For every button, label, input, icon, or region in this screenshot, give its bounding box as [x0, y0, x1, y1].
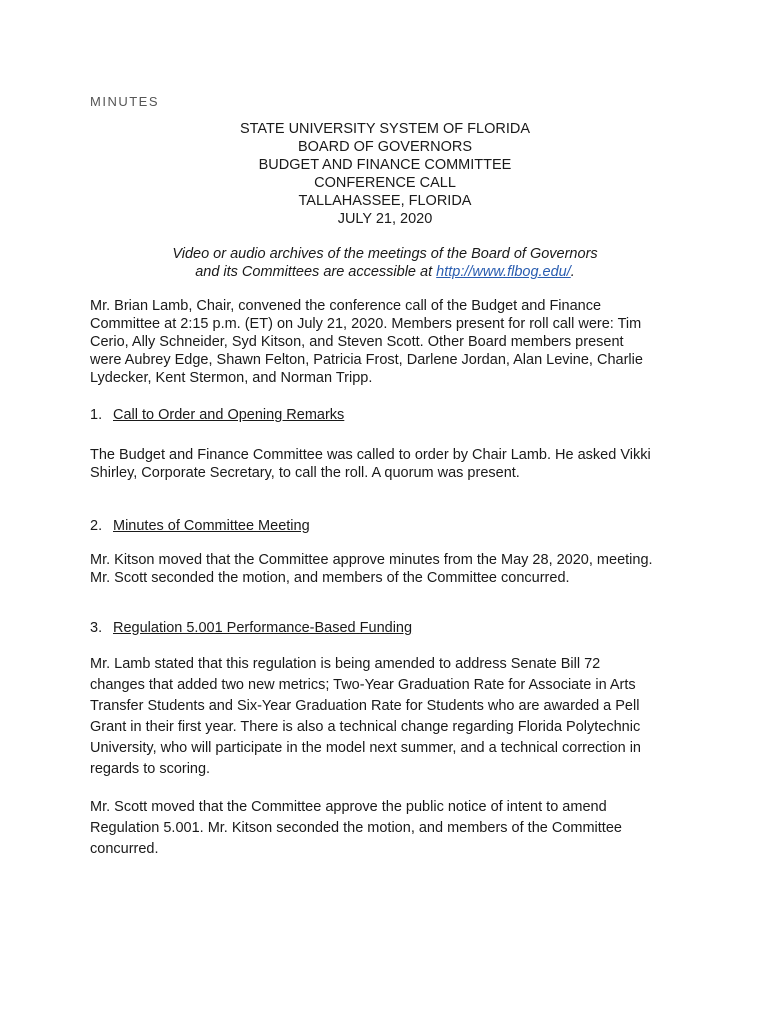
title-line-board: BOARD OF GOVERNORS — [297, 139, 473, 155]
section-number: 2. — [90, 518, 103, 534]
paragraph-line: concurred. — [90, 841, 159, 857]
section-heading-3 — [90, 619, 412, 637]
paragraph-line: The Budget and Finance Committee was called to order by Chair Lamb. He asked Vikki — [90, 447, 651, 463]
title-line-committee: BUDGET AND FINANCE COMMITTEE — [258, 157, 512, 173]
paragraph-line: Shirley, Corporate Secretary, to call the roll. A quorum was present. — [90, 465, 520, 481]
section-3-paragraph-2 — [90, 797, 690, 860]
paragraph-line: Regulation 5.001. Mr. Kitson seconded the motion, and members of the Committee — [90, 820, 622, 836]
section-number: 1. — [90, 407, 103, 423]
title-line-date: JULY 21, 2020 — [337, 211, 433, 227]
section-title: Regulation 5.001 Performance-Based Funding — [113, 620, 413, 636]
archive-note — [0, 245, 770, 281]
title-line-location: TALLAHASSEE, FLORIDA — [298, 193, 472, 209]
archive-note-suffix: . — [570, 264, 575, 280]
section-heading-2 — [90, 517, 310, 535]
paragraph-line: Grant in their first year. There is also a technical change regarding Florida Polytechnic — [90, 719, 641, 735]
paragraph-line: Mr. Lamb stated that this regulation is being amended to address Senate Bill 72 — [90, 656, 601, 672]
section-3-paragraph-1 — [90, 654, 690, 780]
paragraph-line: regards to scoring. — [90, 761, 211, 777]
paragraph-line: Mr. Scott moved that the Committee approve the public notice of intent to amend — [90, 799, 607, 815]
title-line-meeting-type: CONFERENCE CALL — [314, 175, 456, 191]
section-2-paragraph — [90, 551, 690, 587]
archive-link[interactable]: http://www.flbog.edu/ — [436, 264, 571, 280]
intro-line: Cerio, Ally Schneider, Syd Kitson, and Steven Scott. Other Board members present — [90, 334, 624, 350]
intro-line: Committee at 2:15 p.m. (ET) on July 21, 2020. Members present for roll call were: Tim — [90, 316, 642, 332]
intro-line: Lydecker, Kent Stermon, and Norman Tripp. — [90, 370, 373, 386]
section-title: Call to Order and Opening Remarks — [113, 407, 345, 423]
section-number: 3. — [90, 620, 103, 636]
section-1-paragraph — [90, 446, 690, 482]
paragraph-line: changes that added two new metrics; Two-Year Graduation Rate for Associate in Arts — [90, 677, 636, 693]
section-title: Minutes of Committee Meeting — [113, 518, 310, 534]
section-heading-1 — [90, 406, 344, 424]
document-title-block — [0, 120, 770, 228]
archive-note-line-1: Video or audio archives of the meetings of the Board of Governors — [172, 246, 598, 262]
archive-note-line-2 — [0, 263, 770, 281]
archive-note-prefix: and its Committees are accessible at — [195, 264, 437, 280]
intro-line: Mr. Brian Lamb, Chair, convened the conference call of the Budget and Finance — [90, 298, 602, 314]
title-line-university: STATE UNIVERSITY SYSTEM OF FLORIDA — [239, 121, 531, 137]
intro-paragraph — [90, 297, 690, 387]
paragraph-line: University, who will participate in the model next summer, and a technical correction in — [90, 740, 641, 756]
intro-line: were Aubrey Edge, Shawn Felton, Patricia Frost, Darlene Jordan, Alan Levine, Charlie — [90, 352, 643, 368]
document-label: MINUTES — [90, 94, 159, 109]
paragraph-line: Mr. Scott seconded the motion, and members of the Committee concurred. — [90, 570, 570, 586]
paragraph-line: Mr. Kitson moved that the Committee approve minutes from the May 28, 2020, meeting. — [90, 552, 653, 568]
paragraph-line: Transfer Students and Six-Year Graduation Rate for Students who are awarded a Pell — [90, 698, 640, 714]
